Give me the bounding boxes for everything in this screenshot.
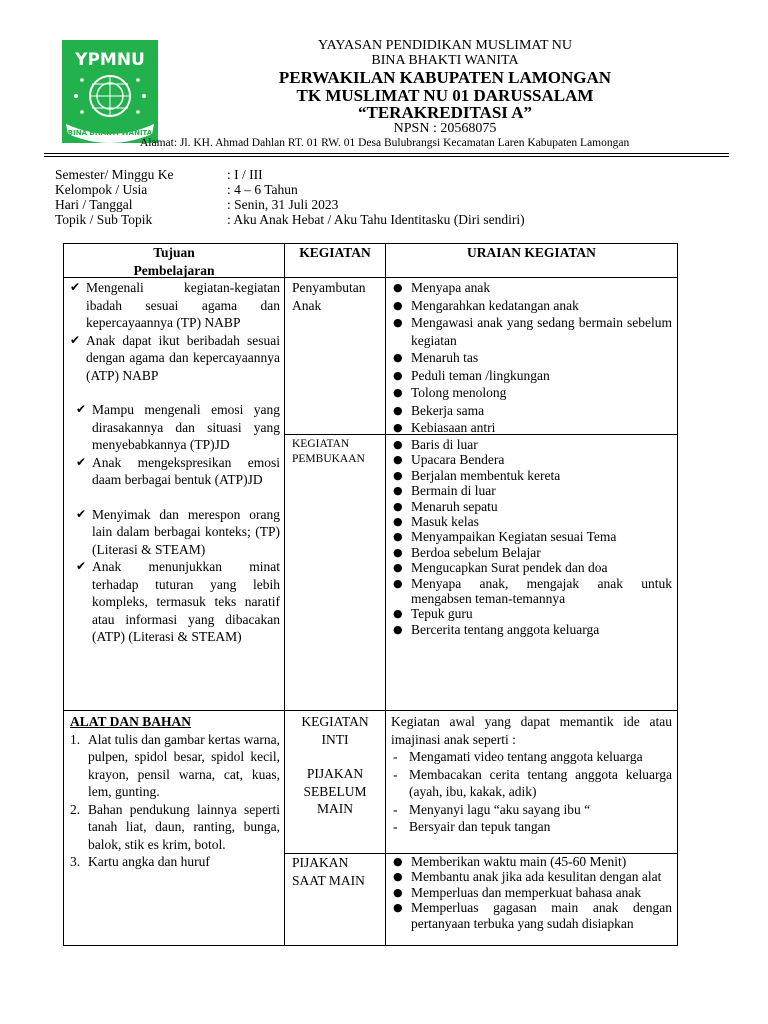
tujuan-list — [70, 279, 280, 646]
list-item: ● Peduli teman /lingkungan — [391, 367, 672, 385]
kegiatan-penyambutan: Penyambutan Anak — [292, 280, 366, 313]
uraian-pembukaan — [391, 437, 672, 637]
col-divider — [284, 244, 285, 945]
list-item: 3. Kartu angka dan huruf — [70, 854, 210, 869]
list-item: ● Menyapa anak, mengajak anak untuk mengabsen teman-temannya — [391, 576, 672, 607]
uraian-inti — [391, 713, 672, 836]
list-item: ● Membantu anak jika ada kesulitan dengan alat — [391, 869, 672, 884]
header-uraian: URAIAN KEGIATAN — [467, 245, 596, 260]
list-item: ● Masuk kelas — [391, 514, 672, 529]
list-item: ● Memperluas gagasan main anak dengan pertanyaan terbuka yang sudah disiapkan — [391, 900, 672, 931]
inti-intro: Kegiatan awal yang dapat memantik ide atau imajinasi anak seperti : — [391, 714, 672, 747]
list-item: - Membacakan cerita tentang anggota keluarga (ayah, ibu, kakak, adik) — [391, 766, 672, 801]
school-address: Alamat: Jl. KH. Ahmad Dahlan RT. 01 RW. 01 Desa Bulubrangsi Kecamatan Laren Kabupaten Lamongan — [140, 137, 630, 149]
list-item: ● Baris di luar — [391, 437, 672, 452]
tujuan-item: ✔ Anak menunjukkan minat terhadap tuturan yang lebih kompleks, termasuk teks naratif atau informasi yang dibacakan (ATP) (Literasi & STEAM) — [70, 558, 280, 646]
list-item: ● Kebiasaan antri — [391, 419, 672, 437]
foundation-name: YAYASAN PENDIDIKAN MUSLIMAT NU — [318, 38, 572, 53]
npsn: NPSN : 20568075 — [393, 121, 497, 136]
list-item: ● Mengawasi anak yang sedang bermain sebelum kegiatan — [391, 314, 672, 349]
list-item: ● Menaruh tas — [391, 349, 672, 367]
list-item: - Bersyair dan tepuk tangan — [391, 818, 672, 836]
list-item: ● Berdoa sebelum Belajar — [391, 545, 672, 560]
uraian-penyambutan — [391, 279, 672, 437]
svg-text:YPMNU: YPMNU — [75, 50, 145, 70]
uraian-saat-main — [391, 854, 672, 931]
header-kegiatan: KEGIATAN — [299, 245, 371, 260]
list-item: ● Mengucapkan Surat pendek dan doa — [391, 560, 672, 575]
list-item: ● Menyapa anak — [391, 279, 672, 297]
foundation-subname: BINA BHAKTI WANITA — [371, 53, 519, 68]
list-item: - Menyanyi lagu “aku sayang ibu “ — [391, 801, 672, 819]
list-item: ● Upacara Bendera — [391, 452, 672, 467]
header-tujuan: Tujuan Pembelajaran — [133, 245, 215, 278]
tujuan-item: ✔ Menyimak dan merespon orang lain dalam berbagai konteks; (TP) (Literasi & STEAM) — [70, 506, 280, 559]
alat-bahan-title: ALAT DAN BAHAN — [70, 714, 192, 729]
list-item: ● Memperluas dan memperkuat bahasa anak — [391, 885, 672, 900]
list-item: ● Memberikan waktu main (45-60 Menit) — [391, 854, 672, 869]
header-divider-thin — [44, 156, 729, 157]
list-item: ● Bekerja sama — [391, 402, 672, 420]
list-item: ● Berjalan membentuk kereta — [391, 468, 672, 483]
list-item: ● Bercerita tentang anggota keluarga — [391, 622, 672, 637]
list-item: - Mengamati video tentang anggota keluarga — [391, 748, 672, 766]
tujuan-item: ✔ Anak mengekspresikan emosi daam berbagai bentuk (ATP)JD — [70, 454, 280, 489]
row-divider — [64, 710, 677, 711]
activity-table — [63, 243, 678, 946]
col-divider — [385, 244, 386, 945]
tujuan-item: ✔ Mengenali kegiatan-kegiatan ibadah sesuai agama dan kepercayaannya (TP) NABP — [70, 279, 280, 332]
ypmnu-emblem-icon — [62, 40, 158, 143]
tujuan-item: ✔ Mampu mengenali emosi yang dirasakannya dan situasi yang menyebabkannya (TP)JD — [70, 401, 280, 454]
regency-name: PERWAKILAN KABUPATEN LAMONGAN — [278, 68, 612, 87]
kegiatan-inti: KEGIATAN INTI PIJAKAN SEBELUM MAIN — [301, 714, 369, 816]
accreditation: “TERAKREDITASI A” — [358, 103, 532, 122]
list-item: ● Mengarahkan kedatangan anak — [391, 297, 672, 315]
tujuan-item: ✔ Anak dapat ikut beribadah sesuai dengan agama dan kepercayaannya (ATP) NABP — [70, 332, 280, 385]
list-item: ● Menaruh sepatu — [391, 499, 672, 514]
list-item: 1. Alat tulis dan gambar kertas warna, pulpen, spidol besar, spidol kecil, krayon, pensil warna, cat, kuas, lem, gunting. — [70, 731, 280, 799]
school-name: TK MUSLIMAT NU 01 DARUSSALAM — [296, 86, 594, 105]
list-item: 2. Bahan pendukung lainnya seperti tanah liat, daun, ranting, bunga, balok, stik es krim, botol. — [70, 801, 280, 852]
list-item: ● Bermain di luar — [391, 483, 672, 498]
list-item: ● Tolong menolong — [391, 384, 672, 402]
kegiatan-pembukaan: KEGIATAN PEMBUKAAN — [292, 438, 365, 465]
school-logo — [62, 40, 158, 143]
list-item: ● Tepuk guru — [391, 606, 672, 621]
kegiatan-saat-main: PIJAKAN SAAT MAIN — [292, 855, 365, 888]
alat-bahan — [70, 713, 280, 871]
list-item: ● Menyampaikan Kegiatan sesuai Tema — [391, 529, 672, 544]
svg-text:BINA BHAKTI WANITA: BINA BHAKTI WANITA — [67, 129, 153, 137]
header-divider — [44, 153, 729, 154]
